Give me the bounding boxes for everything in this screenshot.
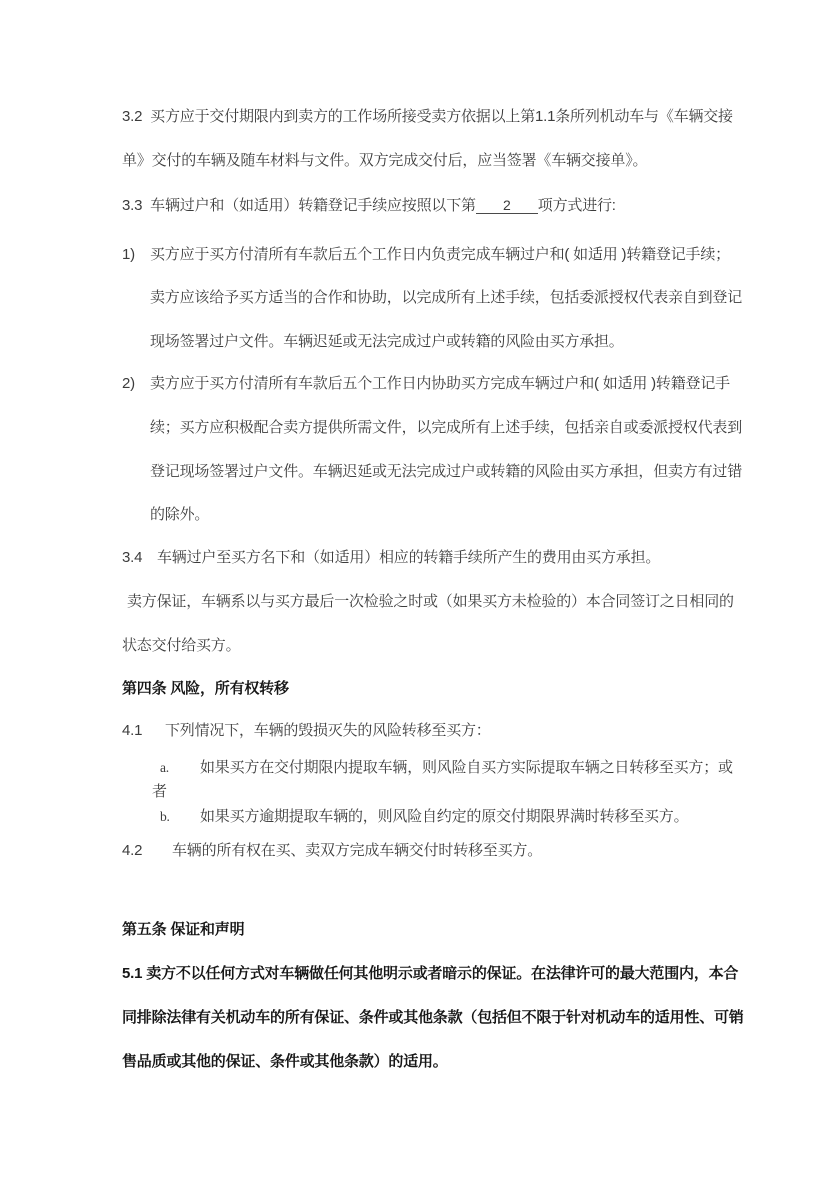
clause-4-2-line (122, 841, 542, 861)
article-5-heading: 第五条 保证和声明 (122, 921, 245, 938)
clause-4-1-text: 下列情况下，车辆的毁损灭失的风险转移至买方： (165, 722, 491, 739)
clause-4-2-text: 车辆的所有权在买、卖双方完成车辆交付时转移至买方。 (172, 842, 543, 859)
sub-item-a-marker: a. (160, 760, 169, 775)
sub-item-b-line (160, 807, 688, 827)
sub-item-a-text-1: 如果买方在交付期限内提取车辆，则风险自买方实际提取车辆之日转移至买方；或 (200, 759, 733, 776)
sub-item-b-marker: b. (160, 809, 170, 824)
clause-3-4-marker: 3.4 (122, 549, 143, 566)
clause-3-3-suffix: 项方式进行: (537, 197, 616, 214)
list-item-1-line-1 (122, 245, 730, 265)
list-item-2-line-1 (122, 374, 730, 394)
clause-3-3-line (122, 196, 616, 216)
list-item-2-text-1: 卖方应于买方付清所有车款后五个工作日内协助买方完成车辆过户和( 如适用 )转籍登记手 (150, 375, 730, 392)
list-item-1-line-2: 卖方应该给予买方适当的合作和协助，以完成所有上述手续，包括委派授权代表亲自到登记 (150, 289, 743, 306)
list-item-2-line-3: 登记现场签署过户文件。车辆迟延或无法完成过户或转籍的风险由买方承担，但卖方有过错 (150, 463, 743, 480)
clause-4-1-marker: 4.1 (122, 722, 143, 739)
list-item-2-line-4: 的除外。 (150, 506, 210, 523)
clause-3-3-prefix: 3.3 车辆过户和（如适用）转籍登记手续应按照以下第 (122, 197, 476, 214)
warranty-delivery-line-2: 状态交付给买方。 (122, 637, 241, 654)
blank-value: 2 (503, 197, 511, 213)
clause-3-4-line (122, 548, 660, 568)
warranty-delivery-line-1: 卖方保证，车辆系以与买方最后一次检验之时或（如果买方未检验的）本合同签订之日相同的 (127, 593, 734, 610)
clause-5-1-line-2: 同排除法律有关机动车的所有保证、条件或其他条款（包括但不限于针对机动车的适用性、可销 (122, 1009, 744, 1026)
clause-3-2-line-1: 3.2 买方应于交付期限内到卖方的工作场所接受卖方依据以上第1.1条所列机动车与《车辆交接 (122, 108, 733, 125)
list-item-1-marker: 1) (122, 246, 135, 263)
sub-item-b-text: 如果买方逾期提取车辆的，则风险自约定的原交付期限界满时转移至买方。 (200, 808, 689, 825)
article-4-heading: 第四条 风险，所有权转移 (122, 680, 289, 697)
list-item-2-line-2: 续；买方应积极配合卖方提供所需文件，以完成所有上述手续，包括亲自或委派授权代表到 (150, 419, 743, 436)
clause-4-2-marker: 4.2 (122, 842, 143, 859)
list-item-2-marker: 2) (122, 375, 135, 392)
list-item-1-text-1: 买方应于买方付清所有车款后五个工作日内负责完成车辆过户和( 如适用 )转籍登记手续； (150, 246, 730, 263)
sub-item-a-line-1 (160, 758, 733, 778)
clause-5-1-line-3: 售品质或其他的保证、条件或其他条款）的适用。 (122, 1053, 448, 1070)
list-item-1-line-3: 现场签署过户文件。车辆迟延或无法完成过户或转籍的风险由买方承担。 (150, 333, 624, 350)
filled-blank-option-number (476, 197, 538, 214)
clause-3-2-line-2: 单》交付的车辆及随车材料与文件。双方完成交付后，应当签署《车辆交接单》。 (122, 152, 648, 169)
clause-5-1-line-1: 5.1 卖方不以任何方式对车辆做任何其他明示或者暗示的保证。在法律许可的最大范围内，本合 (122, 965, 739, 982)
clause-4-1-line (122, 721, 491, 741)
sub-item-a-line-2: 者 (152, 783, 167, 800)
clause-3-4-text: 车辆过户至买方名下和（如适用）相应的转籍手续所产生的费用由买方承担。 (157, 549, 661, 566)
